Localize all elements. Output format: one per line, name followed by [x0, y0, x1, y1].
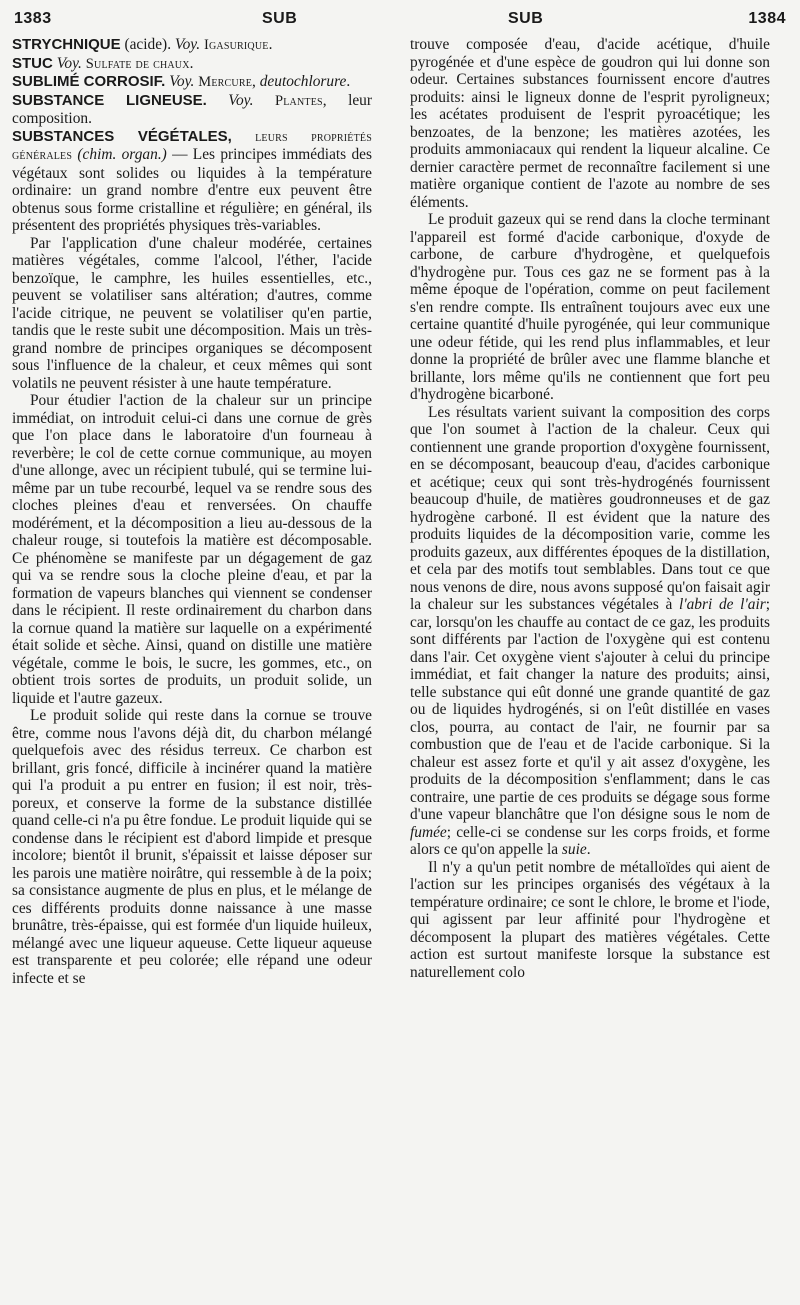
cross-reference: Mercure — [198, 74, 253, 90]
italic-term: suie — [561, 841, 587, 858]
entry-text: , leur composition. — [12, 91, 372, 127]
paragraph-text: Les résultats varient suivant la composition des corps que l'on soumet à l'action de la chaleur. Ceux qui contiennent une grande proportion d'oxygène fournissent, en se décomposant, beaucoup d'eau, d'acides carbonique et acétique; ceux qui sont très-hydrogénés fournissent beaucoup d'huile, de matières goudronneuses et de gaz hydrogène carboné. Il est évident que la nature des produits liquides de la décomposition varie, comme les produits gazeux, aux différentes époques de la distillation, et cela par des motifs tout semblables. Dans tout ce que nous venons de dire, nous avons supposé qu'on faisait agir la chaleur sur les substances végétales à — [410, 403, 770, 613]
entry-stuc — [12, 55, 372, 74]
cross-reference: Igasurique — [203, 37, 269, 53]
page-number-left: 1383 — [14, 10, 52, 27]
paragraph — [410, 404, 770, 859]
see-also: Voy. — [52, 54, 86, 72]
headword: STRYCHNIQUE — [12, 36, 121, 53]
guide-word-left: SUB — [262, 10, 298, 27]
entry-substance-ligneuse — [12, 92, 372, 128]
punct: . — [346, 73, 351, 90]
punct: . — [189, 54, 194, 72]
entry-sublime-corrosif — [12, 73, 372, 92]
paragraph: Le produit solide qui reste dans la cornue se trouve être, comme nous l'avons déjà dit, du charbon mélangé quelquefois avec des résidus terreux. Ce charbon est brillant, gris foncé, difficile à incinérer quand la matière qui l'a produit a pu entrer en fusion; il est noir, très-poreux, et conserve la forme de la substance distillée quand celle-ci n'a pu être fondue. Le produit liquide qui se condense dans le récipient est d'abord limpide et presque incolore; bientôt il brunit, s'épaissit et laisse déposer sur les parois une matière noirâtre, qui ressemble à de la poix; sa consistance augmente de plus en plus, et le mélange de ces différents produits donne naissance à une masse brunâtre, très-épaisse, qui est formée d'un liquide huileux, mélangé avec une liqueur aqueuse. Cette liqueur aqueuse est transparente et peu colorée; elle répand une odeur infecte et se — [12, 707, 372, 987]
paragraph: Par l'application d'une chaleur modérée, certaines matières végétales, comme l'alcool, l'éther, l'acide benzoïque, le camphre, les huiles essentielles, etc., peuvent se volatiliser sans altération; d'autres, comme l'acide citrique, ne peuvent se volatiliser qu'en partie, tandis que le reste subit une décomposition. Mais un très-grand nombre de principes organiques se décomposent sous l'influence de la chaleur, et ceux mêmes qui sont volatils ne peuvent résister à une haute température. — [12, 234, 372, 392]
headword: STUC — [12, 54, 53, 72]
guide-word-right: SUB — [508, 10, 544, 27]
punct: . — [586, 841, 591, 858]
paragraph: Il n'y a qu'un petit nombre de métalloïdes qui aient de l'action sur les principes organisés des végétaux à la température ordinaire; ce sont le chlore, le brome et l'iode, qui agissent par leur affinité pour l'hydrogène et décomposent la plupart des matières végétales. Cette action est surtout manifeste lorsque la substance est naturellement colo — [410, 858, 770, 981]
see-also: Voy. — [174, 36, 201, 53]
entry-substances-vegetales — [12, 128, 372, 235]
right-column — [410, 36, 770, 1298]
headword: SUBSTANCE LIGNEUSE. — [12, 91, 207, 109]
running-header — [14, 10, 786, 34]
headword: SUBSTANCES VÉGÉTALES, — [12, 127, 232, 145]
paragraph-text: ; celle-ci se condense sur les corps froids, et forme alors ce qu'on appelle la — [410, 823, 770, 858]
italic-term: fumée — [410, 823, 447, 841]
cross-reference: Plantes — [274, 92, 323, 109]
entry-text: — Les principes immédiats des végétaux sont solides ou liquides à la température ordinaire: un grand nombre d'entre eux peuvent être obtenus sous forme cristalline et régulière; en général, ils présentent des propriétés physiques très-variables. — [12, 146, 372, 234]
italic-term: l'abri de l'air — [679, 596, 766, 613]
headword: SUBLIMÉ CORROSIF. — [12, 73, 166, 90]
entry-strychnique — [12, 36, 372, 55]
paragraph: Le produit gazeux qui se rend dans la cloche terminant l'appareil est formé d'acide carbonique, d'oxyde de carbone, de carbure d'hydrogène, et quelquefois d'hydrogène pur. Tous ces gaz ne se forment pas à la même époque de l'opération, comme on peut facilement s'en rendre compte. Ils entraînent toujours avec eux une certaine quantité d'huile pyrogénée, qui leur communique une odeur fétide, qui les rend plus inflammables, et leur donne la propriété de brûler avec une flamme blanche et brillante, lors même qu'ils ne contiennent que fort peu d'hydrogène bicarboné. — [410, 211, 770, 403]
italic-term: deutochlorure — [259, 73, 347, 90]
punct: , — [252, 73, 256, 90]
cross-reference: Sulfate de chaux — [85, 55, 190, 72]
entry-text: (acide). — [120, 36, 175, 53]
paragraph: Pour étudier l'action de la chaleur sur un principe immédiat, on introduit celui-ci dans une cornue de grès que l'on place dans le laboratoire d'un fourneau à reverbère; le col de cette cornue communique, au moyen d'une allonge, avec un récipient tubulé, qui se termine lui-même par un tube recourbé, lequel va se rendre sous des cloches pleines d'eau et renversées. On chauffe modérément, et la décomposition a lieu au-dessous de la chaleur rouge, si toutefois la matière est décomposable. Ce phénomène se manifeste par un dégagement de gaz qui va se rendre sous la cloche pleine d'eau, et par la formation de vapeurs blanches qui viennent se condenser dans le récipient. Il reste ordinairement du charbon dans la cornue quand la matière sur laquelle on a expérimenté était solide et sèche. Ainsi, quand on distille une matière végétale, comme le bois, le sucre, les gommes, etc., on obtient trois sortes de produits, un produit solide, un liquide et l'autre gazeux. — [12, 392, 372, 707]
subhead: leurs propriétés générales — [12, 128, 372, 163]
page-number-right: 1384 — [748, 10, 786, 27]
paragraph-text: ; car, lorsqu'on les chauffe au contact de ce gaz, les produits sont différents par l'action de l'oxygène qui est contenu dans l'air. Cet oxygène vient s'ajouter à celui du principe immédiat, et fait changer la nature des produits; ainsi, telle substance qui eût donné une grande quantité de gaz ou de liquides hydrogénés, si on l'eût distillée en vases clos, pourra, au contact de l'air, ne fournir par sa combustion que de l'eau et de l'acide carbonique. Si la chaleur est assez forte et qu'il y ait assez d'oxygène, les produits de la décomposition s'enflamment; dans le cas contraire, une partie de ces produits se dégage sous forme d'une vapeur blanchâtre que l'on désigne sous le nom de — [410, 596, 770, 823]
domain-label: (chim. organ.) — [77, 146, 167, 163]
see-also: Voy. — [206, 91, 275, 109]
paragraph: trouve composée d'eau, d'acide acétique, d'huile pyrogénée et d'une espèce de goudron qui lui donne son odeur. Certaines substances fournissent encore d'autres produits: ainsi le ligneux donne de l'esprit pyroligneux; les acétates produisent de l'esprit pyroacétique; les benzoates, de la benzone; les matières azotées, les produits ammoniacaux qui rendent la liqueur alcaline. Ce dernier caractère permet de reconnaître facilement si une matière organique contient de l'azote au nombre de ses éléments. — [410, 36, 770, 211]
punct: . — [268, 36, 273, 53]
left-column — [12, 36, 372, 1298]
see-also: Voy. — [165, 73, 199, 90]
